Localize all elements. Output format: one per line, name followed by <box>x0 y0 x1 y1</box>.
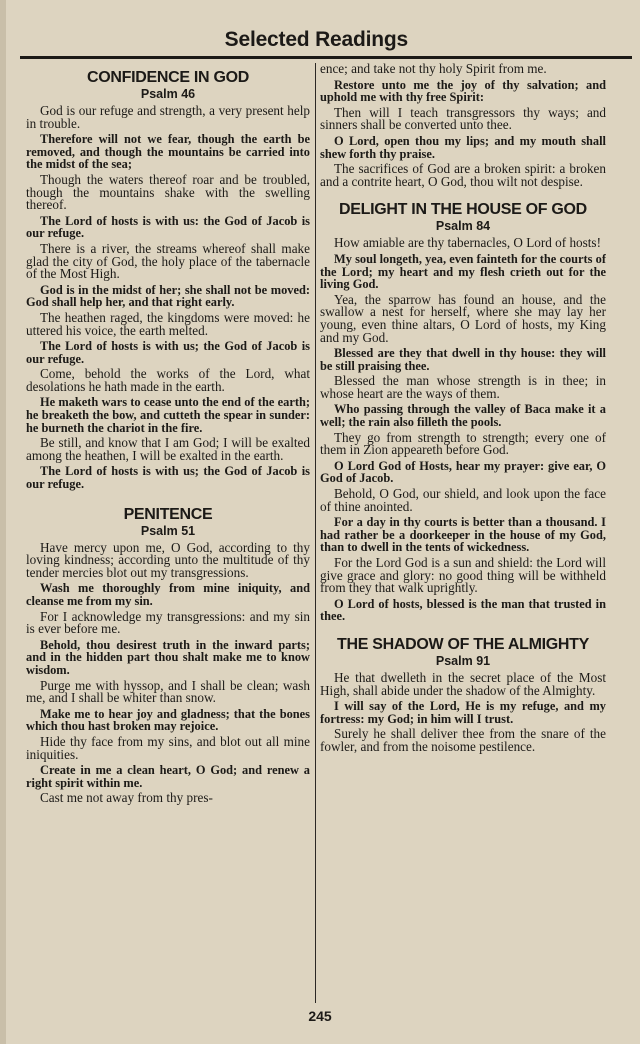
verse-reading: God is our refuge and strength, a very present help in trouble. <box>26 103 310 131</box>
verse-reading: Cast me not away from thy pres- <box>40 790 213 806</box>
page-edge <box>0 0 6 1044</box>
verse-reading: Purge me with hyssop, and I shall be clean; wash me, and I shall be whiter than snow. <box>26 677 310 706</box>
left-column <box>26 63 310 994</box>
page-header <box>0 0 640 56</box>
page-number: 245 <box>308 1008 332 1024</box>
verse-response: O Lord, open thou my lips; and my mouth shall shew forth thy praise. <box>320 133 606 161</box>
verse-response: O Lord God of Hosts, hear my prayer: give ear, O God of Jacob. <box>320 458 606 486</box>
verse-reading: The sacrifices of God are a broken spirit: a broken and a contrite heart, O God, thou wilt not despise. <box>320 161 606 189</box>
verse-response: The Lord of hosts is with us; the God of Jacob is our refuge. <box>26 464 310 492</box>
verse-reading: For the Lord God is a sun and shield: the Lord will give grace and glory: no good thing will be withheld from they that walk uprightly. <box>320 555 606 596</box>
right-column <box>320 63 606 994</box>
psalm-reference: Psalm 91 <box>435 653 491 668</box>
psalm-reference: Psalm 51 <box>140 523 196 538</box>
verse-reading: Come, behold the works of the Lord, what desolations he hath made in the earth. <box>26 366 310 394</box>
verse-response: The Lord of hosts is with us; the God of Jacob is our refuge. <box>26 339 310 366</box>
verse-response: My soul longeth, yea, even fainteth for the courts of the Lord; my heart and my flesh crieth out for the living God. <box>320 251 606 292</box>
verse-response: The Lord of hosts is with us: the God of Jacob is our refuge. <box>26 213 310 241</box>
psalm-reference: Psalm 84 <box>435 219 491 234</box>
verse-reading: Be still, and know that I am God; I will be exalted among the heathen, I will be exalted in the earth. <box>26 435 310 463</box>
verse-reading: How amiable are thy tabernacles, O Lord of hosts! <box>334 235 601 251</box>
verse-reading: The heathen raged, the kingdoms were moved: he uttered his voice, the earth melted. <box>26 309 310 338</box>
column-divider <box>315 63 316 1003</box>
reading-section <box>320 636 606 763</box>
verse-response: O Lord of hosts, blessed is the man that trusted in thee. <box>320 596 606 624</box>
verse-reading: Yea, the sparrow has found an house, and the swallow a nest for herself, where she may lay her young, even thine altars, O Lord of hosts, my King and my God. <box>320 291 606 345</box>
verse-reading: Though the waters thereof roar and be troubled, though the mountains shake with the swelling thereof. <box>26 171 310 213</box>
verse-response: Restore unto me the joy of thy salvation; and uphold me with thy free Spirit: <box>320 77 606 105</box>
section-title: DELIGHT IN THE HOUSE OF GOD <box>339 201 587 219</box>
verse-reading: For I acknowledge my transgressions: and my sin is ever before me. <box>26 608 310 637</box>
header-rule <box>20 56 632 59</box>
section-title: PENITENCE <box>123 505 213 523</box>
verse-reading: There is a river, the streams whereof shall make glad the city of God, the holy place of the tabernacle of the Most High. <box>26 240 310 282</box>
verse-response: Blessed are they that dwell in thy house: they will be still praising thee. <box>320 346 606 373</box>
verse-reading: Blessed the man whose strength is in thee; in whose heart are the ways of them. <box>320 373 606 401</box>
verse-reading: Then will I teach transgressors thy ways; and sinners shall be converted unto thee. <box>320 104 606 133</box>
section-title: CONFIDENCE IN GOD <box>86 69 250 86</box>
verse-response: He maketh wars to cease unto the end of the earth; he breaketh the bow, and cutteth the spear in sunder: he burneth the chariot in the fire. <box>26 395 310 435</box>
page-title: Selected Readings <box>224 28 408 51</box>
verse-reading: Have mercy upon me, O God, according to thy loving kindness; according unto the multitude of thy tender mercies blot out my transgressions. <box>26 539 310 580</box>
verse-response: Create in me a clean heart, O God; and renew a right spirit within me. <box>26 763 310 790</box>
verse-response: I will say of the Lord, He is my refuge, and my fortress: my God; in him will I trust. <box>320 699 606 726</box>
verse-response: Who passing through the valley of Baca make it a well; the rain also filleth the pools. <box>320 402 606 430</box>
reading-section <box>320 201 606 632</box>
verse-reading: ence; and take not thy holy Spirit from me. <box>320 63 547 76</box>
verse-response: God is in the midst of her; she shall not be moved: God shall help her, and that right early. <box>26 282 310 310</box>
reading-section <box>26 69 310 500</box>
verse-response: Behold, thou desirest truth in the inward parts; and in the hidden part thou shalt make me to know wisdom. <box>26 637 310 677</box>
verse-response: Make me to hear joy and gladness; that the bones which thou hast broken may rejoice. <box>26 706 310 734</box>
verse-reading: He that dwelleth in the secret place of the Most High, shall abide under the shadow of the Almighty. <box>320 669 606 698</box>
section-title: THE SHADOW OF THE ALMIGHTY <box>336 635 590 653</box>
verse-response: Wash me thoroughly from mine iniquity, and cleanse me from my sin. <box>26 581 310 608</box>
verse-response: Therefore will not we fear, though the earth be removed, and though the mountains be carried into the midst of the sea; <box>26 132 310 172</box>
verse-response: For a day in thy courts is better than a thousand. I had rather be a doorkeeper in the house of my God, than to dwell in the tents of wickedness. <box>320 515 606 555</box>
verse-reading: They go from strength to strength; every one of them in Zion appeareth before God. <box>320 429 606 458</box>
verse-reading: Surely he shall deliver thee from the snare of the fowler, and from the noisome pestilence. <box>320 726 606 754</box>
reading-section <box>26 506 310 814</box>
reading-section <box>320 63 606 197</box>
verse-reading: Behold, O God, our shield, and look upon the face of thine anointed. <box>320 486 606 514</box>
psalm-reference: Psalm 46 <box>140 87 196 101</box>
verse-reading: Hide thy face from my sins, and blot out all mine iniquities. <box>26 733 310 762</box>
